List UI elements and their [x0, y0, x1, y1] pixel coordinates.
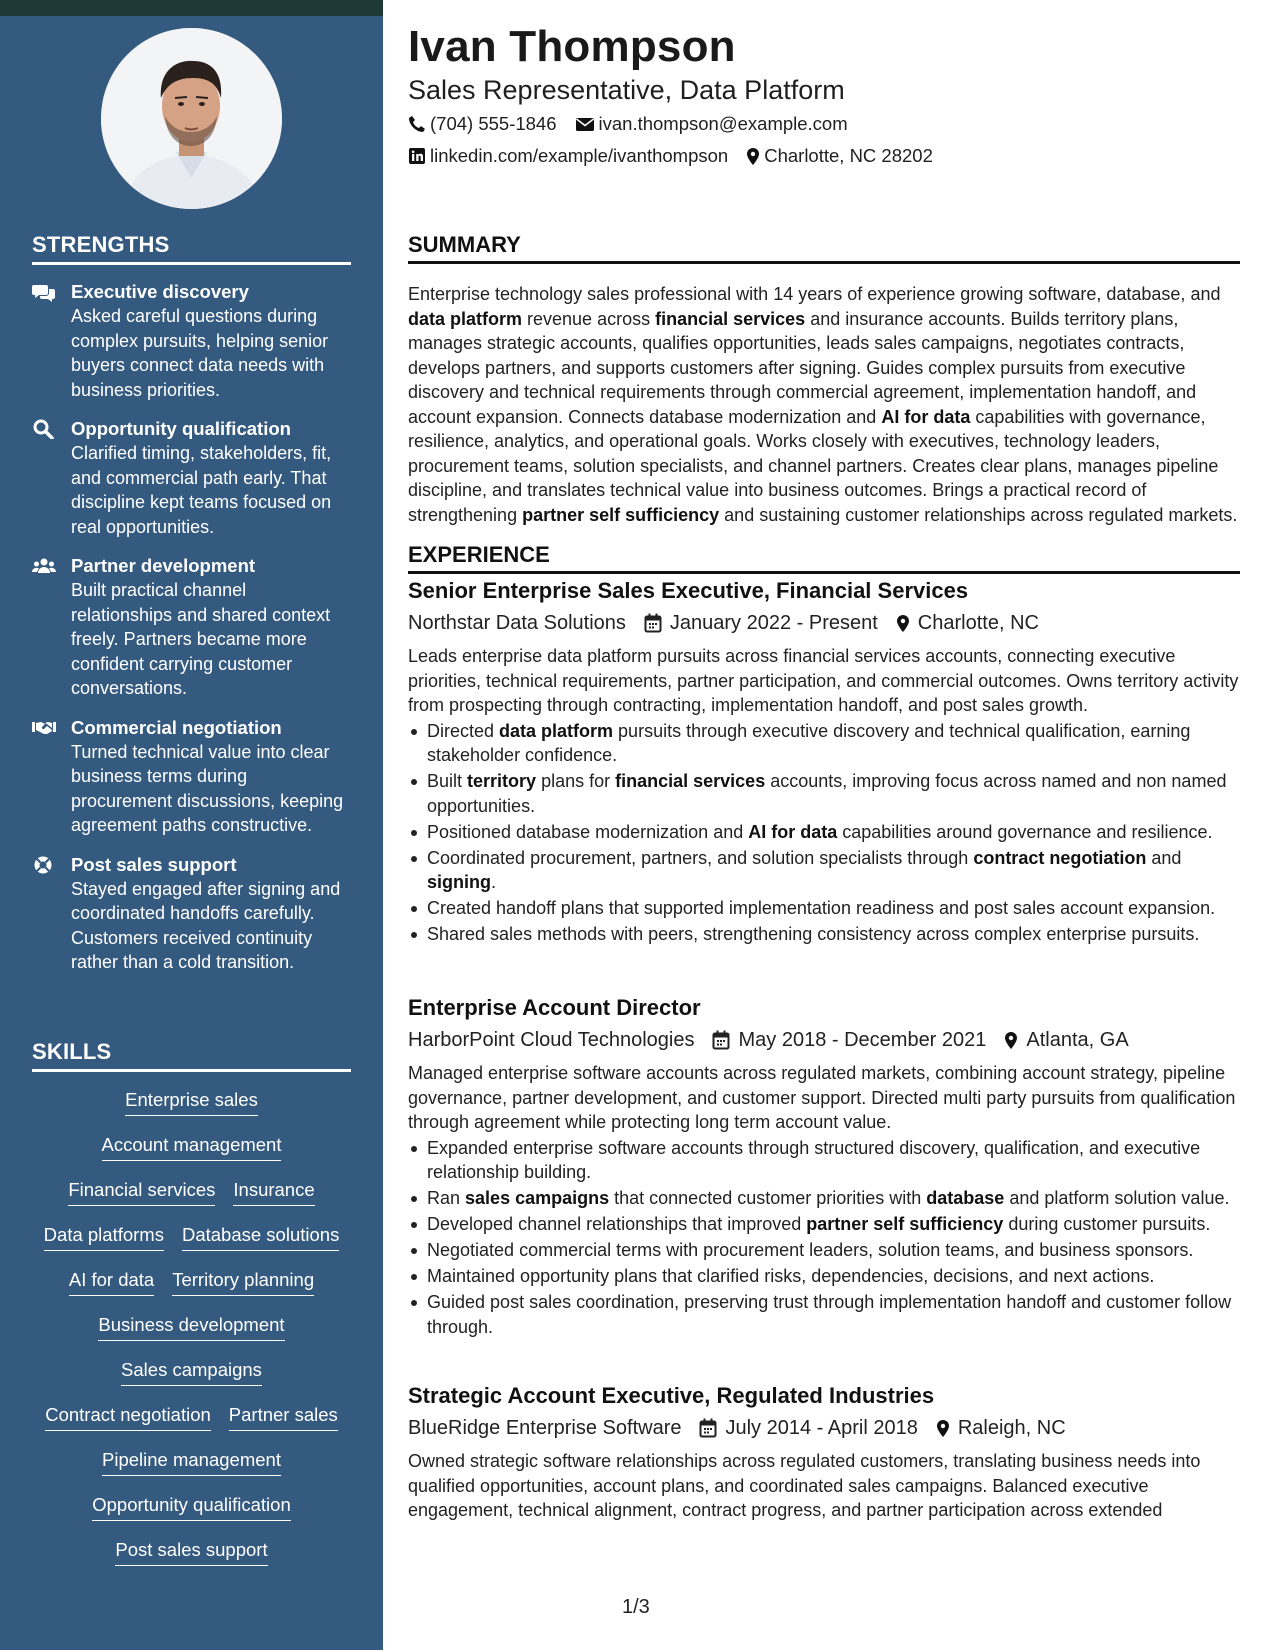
skill-tag: AI for data [69, 1268, 154, 1296]
emphasis-text: AI for data [748, 821, 838, 842]
skill-tag: Pipeline management [102, 1448, 281, 1476]
map-pin-icon [746, 147, 760, 166]
linkedin-icon [408, 147, 426, 165]
contact-row-2 [408, 145, 951, 167]
text-run: and insurance accounts. Builds territory plans, manages strategic accounts, qualifies opportunities, leads sales campaigns, negotiates contracts, develops partners, and supports customers after signing. Guides complex pursuits from executive discovery and technical requirements through commercial agreement, implementation handoff, and account expansion. Connects database modernization and [408, 308, 1197, 427]
text-run: capabilities around governance and resilience. [837, 821, 1213, 842]
job-bullets [408, 1136, 1240, 1340]
company-name: BlueRidge Enterprise Software [408, 1417, 682, 1439]
text-run: during customer pursuits. [1003, 1214, 1211, 1234]
company-name: HarborPoint Cloud Technologies [408, 1029, 695, 1051]
handshake-icon [32, 718, 56, 738]
users-icon [32, 556, 56, 576]
emphasis-text: data platform [408, 308, 523, 329]
bullet-item [408, 1212, 1240, 1237]
skill-tag: Data platforms [44, 1223, 164, 1251]
job-entry [408, 994, 1240, 1341]
job-location [1004, 1025, 1128, 1055]
skill-row [32, 1493, 351, 1538]
emphasis-text: sales campaigns [465, 1188, 610, 1208]
job-title: Strategic Account Executive, Regulated Industries [408, 1383, 935, 1408]
location-text: Charlotte, NC 28202 [764, 145, 933, 166]
job-dates [699, 1413, 917, 1443]
text-run: Shared sales methods with peers, strengthening consistency across complex enterprise pursuits. [427, 924, 1200, 944]
skill-tag: Insurance [233, 1178, 314, 1206]
skills-section [32, 1039, 351, 1583]
bullet-item [408, 1264, 1240, 1289]
text-run: . [491, 872, 497, 892]
strength-text: Stayed engaged after signing and coordinated handoffs carefully. Customers received continuity rather than a cold transition. [71, 878, 341, 972]
life-ring-icon [32, 855, 56, 875]
phone-icon [408, 115, 426, 133]
candidate-name: Ivan Thompson [408, 22, 736, 71]
job-entry [408, 1382, 1240, 1523]
dates-text: January 2022 - Present [669, 612, 878, 634]
calendar-icon [644, 613, 662, 633]
skill-tag: Database solutions [182, 1223, 339, 1251]
calendar-icon [712, 1030, 730, 1050]
emphasis-text: AI for data [881, 406, 971, 427]
text-run: and sustaining customer relationships across regulated markets. [719, 504, 1238, 525]
job-meta [408, 1025, 1240, 1055]
strength-text: Turned technical value into clear business terms during procurement discussions, keeping agreement paths constructive. [71, 741, 344, 835]
calendar-icon [699, 1418, 717, 1438]
job-dates [712, 1025, 986, 1055]
text-run: Negotiated commercial terms with procurement leaders, solution teams, and business sponsors. [427, 1240, 1194, 1260]
bullet-item [408, 846, 1240, 895]
bullet-item [408, 922, 1240, 947]
skill-row [32, 1088, 351, 1133]
skill-row [32, 1448, 351, 1493]
text-run: Developed channel relationships that improved [427, 1214, 807, 1234]
strength-item [32, 554, 351, 701]
strength-title: Opportunity qualification [71, 418, 291, 439]
strength-item [32, 417, 351, 539]
location-text: Atlanta, GA [1026, 1029, 1129, 1051]
strength-text: Built practical channel relationships and shared context freely. Partners became more confident carrying customer conversations. [71, 580, 331, 698]
text-run: Coordinated procurement, partners, and solution specialists through [427, 847, 974, 868]
candidate-title: Sales Representative, Data Platform [408, 75, 845, 105]
skill-tag: Territory planning [172, 1268, 314, 1296]
bullet-item [408, 719, 1240, 768]
map-pin-icon [896, 614, 910, 633]
email-contact [575, 113, 848, 135]
text-run: accounts, improving focus across named and non named opportunities. [427, 771, 1227, 816]
strength-title: Commercial negotiation [71, 716, 282, 738]
linkedin-contact [408, 145, 728, 167]
emphasis-text: partner self sufficiency [522, 504, 720, 525]
emphasis-text: financial services [655, 308, 806, 329]
job-title: Senior Enterprise Sales Executive, Financial Services [408, 578, 969, 603]
bullet-item [408, 1238, 1240, 1263]
sidebar [0, 0, 383, 1650]
skill-tag: Business development [98, 1313, 284, 1341]
map-pin-icon [936, 1419, 950, 1438]
job-description: Leads enterprise data platform pursuits across financial services accounts, connecting executive priorities, technical requirements, partner participation, and commercial outcomes. Owns territory activity from prospecting through contracting, implementation handoff, and post sales growth. [408, 646, 1239, 715]
map-pin-icon [1004, 1031, 1018, 1050]
skills-heading: SKILLS [32, 1039, 351, 1072]
job-description: Managed enterprise software accounts across regulated markets, combining account strategy, pipeline governance, partner development, and customer support. Directed multi party pursuits from qualification through agreement while protecting long term account value. [408, 1063, 1236, 1132]
phone-contact [408, 113, 557, 135]
job-location [896, 608, 1039, 638]
strength-item [32, 280, 351, 402]
strength-title: Partner development [71, 555, 256, 576]
phone-number: (704) 555-1846 [430, 113, 557, 134]
skill-tag: Enterprise sales [125, 1088, 258, 1116]
skill-tag: Financial services [68, 1178, 215, 1206]
bullet-item [408, 769, 1240, 818]
text-run: Built [427, 771, 468, 791]
skills-list [32, 1088, 351, 1583]
job-title: Enterprise Account Director [408, 995, 701, 1020]
text-run: Guided post sales coordination, preserving trust through implementation handoff and customer follow through. [427, 1292, 1232, 1337]
experience-heading: EXPERIENCE [408, 542, 1240, 574]
email-address[interactable]: ivan.thompson@example.com [598, 113, 848, 134]
strength-text: Clarified timing, stakeholders, fit, and commercial path early. That discipline kept teams focused on real opportunities. [71, 443, 332, 537]
skill-tag: Sales campaigns [121, 1358, 262, 1386]
strength-item [32, 853, 351, 975]
location-contact [746, 145, 933, 167]
skill-row [32, 1133, 351, 1178]
summary-heading: SUMMARY [408, 232, 1240, 264]
text-run: Ran [427, 1188, 466, 1208]
skill-row [32, 1313, 351, 1358]
text-run: that connected customer priorities with [609, 1188, 927, 1208]
comments-icon [32, 282, 56, 302]
sidebar-top-bar [0, 0, 383, 16]
emphasis-text: data platform [499, 720, 614, 741]
text-run: Expanded enterprise software accounts through structured discovery, qualification, and executive relationship building. [427, 1137, 1201, 1182]
location-text: Charlotte, NC [917, 612, 1039, 634]
bullet-item [408, 896, 1240, 921]
job-bullets [408, 719, 1240, 947]
job-description: Owned strategic software relationships across regulated customers, translating business needs into qualified opportunities, account plans, and coordinated sales campaigns. Balanced executive engagement, technical alignment, contract progress, and partner participation across extended [408, 1451, 1201, 1520]
company [408, 608, 626, 638]
text-run: pursuits through executive discovery and technical qualification, earning stakeholder confidence. [427, 720, 1191, 765]
skill-tag: Opportunity qualification [92, 1493, 290, 1521]
job-location [936, 1413, 1066, 1443]
bullet-item [408, 1186, 1240, 1211]
text-run: Created handoff plans that supported implementation readiness and post sales account expansion. [427, 898, 1216, 918]
text-run: revenue across [522, 308, 656, 329]
bullet-item [408, 1136, 1240, 1185]
job-dates [644, 608, 878, 638]
skill-row [32, 1178, 351, 1223]
bullet-item [408, 1290, 1240, 1339]
summary-text [408, 282, 1240, 527]
company [408, 1025, 694, 1055]
text-run: plans for [536, 771, 616, 791]
skill-tag: Account management [102, 1133, 282, 1161]
text-run: Positioned database modernization and [427, 821, 749, 842]
skill-row [32, 1268, 351, 1313]
strength-title: Post sales support [71, 853, 237, 875]
text-run: Directed [427, 720, 500, 741]
skill-row [32, 1223, 351, 1268]
search-icon [32, 419, 56, 439]
contact-row [408, 113, 866, 135]
emphasis-text: partner self sufficiency [806, 1214, 1004, 1234]
strength-text: Asked careful questions during complex pursuits, helping senior buyers connect data needs with business priorities. [71, 306, 329, 400]
bullet-item [408, 820, 1240, 845]
emphasis-text: contract negotiation [973, 847, 1147, 868]
text-run: and [1146, 847, 1182, 868]
strengths-section [32, 232, 351, 975]
profile-photo [101, 28, 282, 209]
job-meta [408, 1413, 1240, 1443]
text-run: Maintained opportunity plans that clarified risks, dependencies, decisions, and next actions. [427, 1266, 1155, 1286]
job-meta [408, 608, 1240, 638]
text-run: capabilities with governance, resilience, analytics, and operational goals. Works closely with executives, technology leaders, procurement teams, solution specialists, and channel partners. Creates clear plans, manages pipeline discipline, and translates technical value into business outcomes. Brings a practical record of strengthening [408, 406, 1219, 525]
company-name: Northstar Data Solutions [408, 612, 626, 634]
dates-text: July 2014 - April 2018 [725, 1417, 918, 1439]
job-entry [408, 577, 1240, 948]
emphasis-text: territory [467, 771, 537, 791]
strengths-heading: STRENGTHS [32, 232, 351, 265]
emphasis-text: database [926, 1188, 1005, 1208]
skill-tag: Post sales support [115, 1538, 267, 1566]
emphasis-text: financial services [615, 771, 766, 791]
page-number: 1/3 [622, 1596, 650, 1618]
skill-row [32, 1403, 351, 1448]
skill-row [32, 1538, 351, 1583]
skill-row [32, 1358, 351, 1403]
linkedin-url[interactable]: linkedin.com/example/ivanthompson [430, 145, 729, 166]
envelope-icon [575, 116, 595, 132]
location-text: Raleigh, NC [957, 1417, 1066, 1439]
dates-text: May 2018 - December 2021 [738, 1029, 987, 1051]
text-run: and platform solution value. [1004, 1188, 1230, 1208]
strength-title: Executive discovery [71, 281, 249, 302]
emphasis-text: signing [427, 872, 491, 892]
text-run: Enterprise technology sales professional with 14 years of experience growing software, database, and [408, 284, 1221, 304]
skill-tag: Contract negotiation [45, 1403, 211, 1431]
company [408, 1413, 681, 1443]
avatar [101, 28, 282, 209]
skill-tag: Partner sales [229, 1403, 338, 1431]
strength-item [32, 716, 351, 838]
